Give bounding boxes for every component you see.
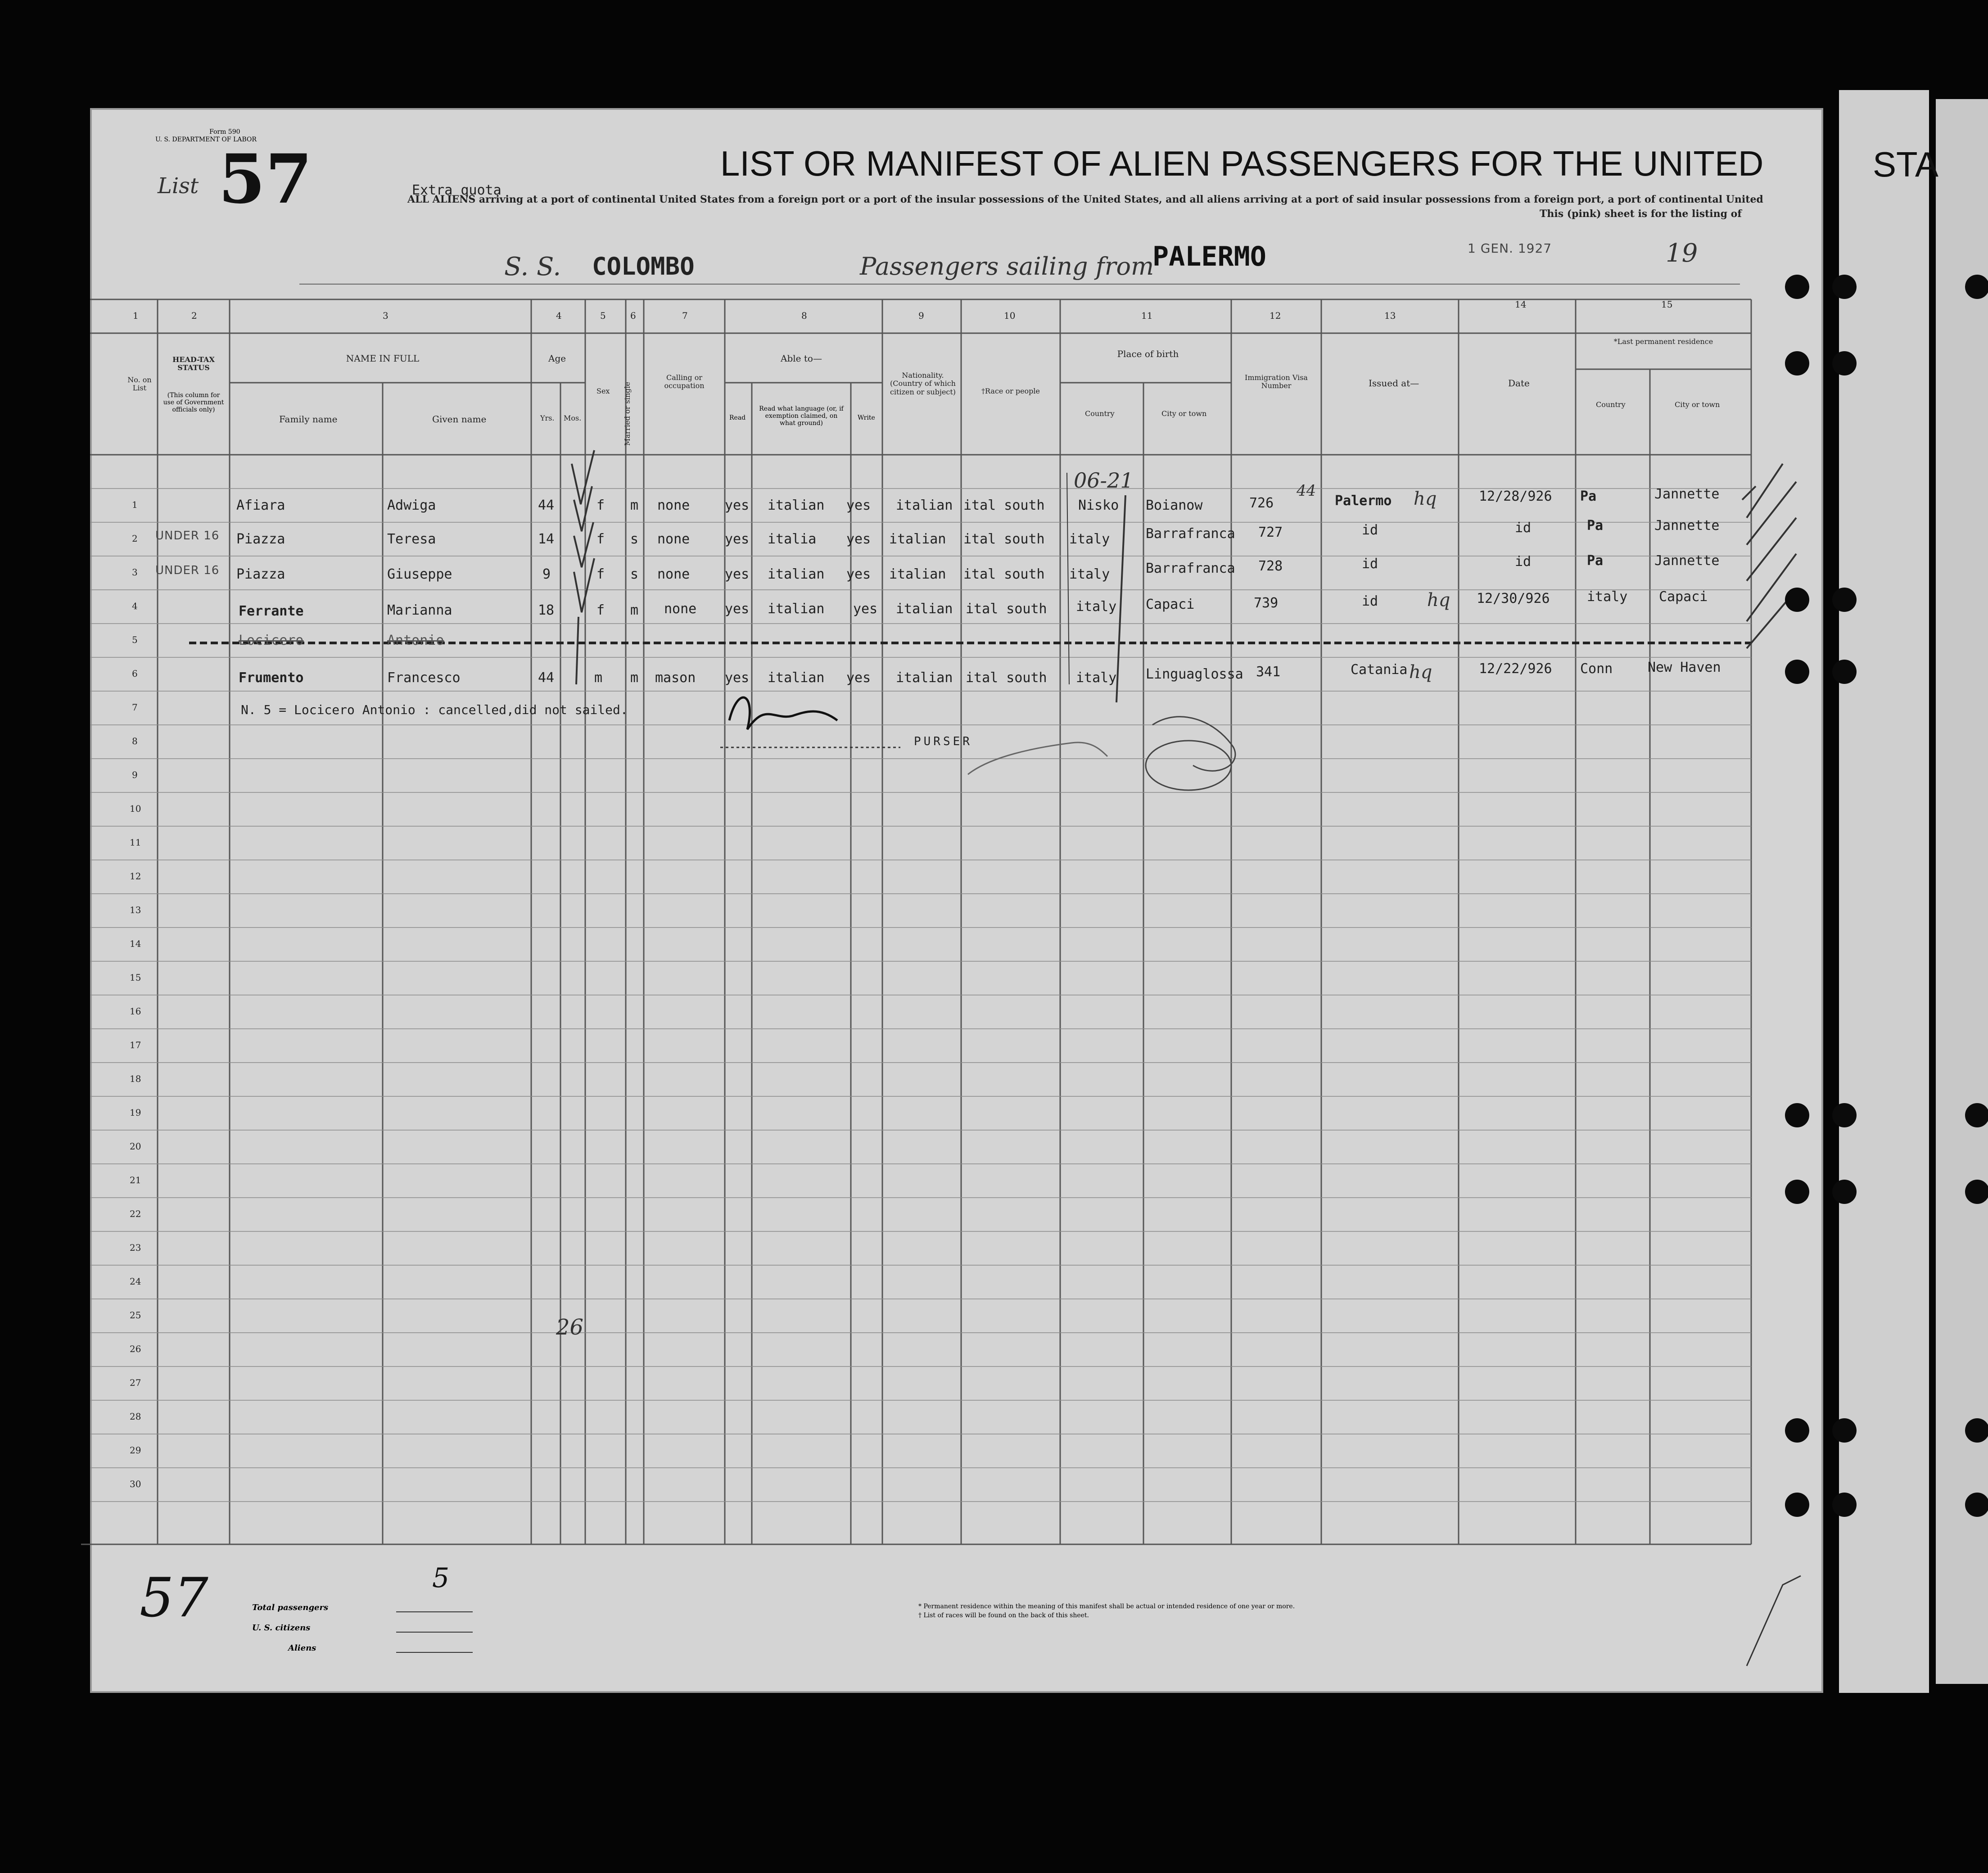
footnote-races: † List of races will be found on the back of this sheet. xyxy=(918,1612,1089,1619)
binder-hole xyxy=(1785,1418,1809,1443)
row3-tax-status: UNDER 16 xyxy=(155,564,220,577)
row2-sex: f xyxy=(596,531,605,547)
form-number: Form 590 xyxy=(209,128,240,136)
row2-issued: id xyxy=(1362,522,1378,538)
col-number-1: 1 xyxy=(133,310,139,321)
header-nationality: Nationality. (Country of which citizen or subject) xyxy=(890,371,956,396)
row-number: 16 xyxy=(130,1006,141,1017)
row4-visa: 739 xyxy=(1254,595,1279,611)
row-number: 3 xyxy=(132,567,138,578)
row2-write: yes xyxy=(846,531,871,547)
row3-nationality: italian xyxy=(889,566,946,582)
row-number: 1 xyxy=(132,499,138,510)
row1-birth-code: 06-21 xyxy=(1074,468,1134,493)
year-label: 19 xyxy=(1666,239,1698,268)
row3-occupation: none xyxy=(657,566,690,582)
port-name: PALERMO xyxy=(1152,241,1266,272)
ship-name: COLOMBO xyxy=(592,252,695,280)
col-number-11: 11 xyxy=(1141,310,1153,321)
header-able-to: Able to— xyxy=(781,353,822,364)
header-read: Read xyxy=(729,414,746,421)
col-number-2: 2 xyxy=(191,310,197,321)
row1-race: ital south xyxy=(963,498,1045,513)
binder-hole xyxy=(1832,588,1857,612)
row4-birth-country: italy xyxy=(1076,599,1117,615)
header-calling: Calling or occupation xyxy=(664,373,705,390)
row-number: 19 xyxy=(130,1107,141,1118)
row-number: 14 xyxy=(130,938,141,949)
binder-hole xyxy=(1832,1418,1857,1443)
header-res-city: City or town xyxy=(1675,400,1720,409)
row-number: 30 xyxy=(130,1479,141,1489)
row5-family: Locicero xyxy=(239,633,304,648)
manifest-subtitle: ALL ALIENS arriving at a port of continental United States from a foreign port or a port of the insular possessions of the United States, and all aliens arriving at a port of said insular possessions from a foreign port, a port of continental United xyxy=(407,194,1763,205)
row1-birth-city: Boianow xyxy=(1146,498,1203,513)
row6-issued: Catania xyxy=(1351,662,1408,678)
binder-hole xyxy=(1832,660,1857,684)
aliens-label: Aliens xyxy=(288,1643,316,1653)
row2-birth-country: italy xyxy=(1069,531,1110,547)
list-label: List xyxy=(158,173,199,199)
header-family-name: Family name xyxy=(279,414,338,425)
row1-married: m xyxy=(630,498,639,513)
row6-given: Francesco xyxy=(387,670,461,686)
row1-age: 44 xyxy=(538,498,555,513)
binder-hole xyxy=(1965,1418,1988,1443)
row2-res-city: Jannette xyxy=(1654,518,1720,534)
row6-race: ital south xyxy=(966,670,1047,686)
row-number: 18 xyxy=(130,1073,141,1084)
footnote-residence: * Permanent residence within the meaning of this manifest shall be actual or intended residence of one year or more. xyxy=(918,1603,1295,1610)
total-passengers-label: Total passengers xyxy=(252,1603,329,1612)
manifest-subtitle-2: This (pink) sheet is for the listing of xyxy=(1540,208,1742,220)
total-passengers-value: 5 xyxy=(432,1562,450,1594)
row4-issued: id xyxy=(1362,593,1378,609)
row2-family: Piazza xyxy=(236,531,285,547)
row-number: 5 xyxy=(132,634,138,645)
row2-race: ital south xyxy=(963,531,1045,547)
row6-visa: 341 xyxy=(1256,664,1281,680)
row6-date: 12/22/926 xyxy=(1479,661,1552,677)
row4-family: Ferrante xyxy=(239,603,304,619)
row3-date: id xyxy=(1515,554,1532,570)
row2-tax-status: UNDER 16 xyxy=(155,529,220,543)
row-number: 2 xyxy=(132,533,138,544)
row3-birth-country: italy xyxy=(1069,566,1110,582)
row6-family: Frumento xyxy=(239,670,304,686)
header-race: †Race or people xyxy=(981,387,1040,395)
row3-family: Piazza xyxy=(236,566,285,582)
row-number: 17 xyxy=(130,1040,141,1050)
header-visa-number: Immigration Visa Number xyxy=(1245,373,1308,390)
row2-date: id xyxy=(1515,520,1532,536)
row-number: 4 xyxy=(132,601,138,611)
binder-hole xyxy=(1832,275,1857,299)
row2-visa: 727 xyxy=(1258,525,1283,540)
row2-read: yes xyxy=(725,531,750,547)
row2-age: 14 xyxy=(538,531,555,547)
row2-birth-city: Barrafranca xyxy=(1146,526,1235,542)
row1-sex: f xyxy=(596,498,605,513)
col-number-10: 10 xyxy=(1004,310,1016,321)
row1-family: Afiara xyxy=(236,498,285,513)
row3-married: s xyxy=(630,566,639,582)
col-number-9: 9 xyxy=(918,310,924,321)
row4-language: italian xyxy=(768,601,825,617)
row6-res-city: New Haven xyxy=(1648,660,1721,675)
row6-age: 44 xyxy=(538,670,555,686)
extra-quota-label: Extra quota xyxy=(412,182,502,198)
inspector-stamp-scribble xyxy=(1146,741,1231,790)
header-given-name: Given name xyxy=(432,414,487,425)
row4-birth-city: Capaci xyxy=(1146,597,1195,612)
col-number-8: 8 xyxy=(801,310,807,321)
row1-visa-annotation: 44 xyxy=(1297,482,1316,500)
row1-write: yes xyxy=(846,498,871,513)
header-mos: Mos. xyxy=(564,414,582,422)
row1-language: italian xyxy=(768,498,825,513)
header-age: Age xyxy=(548,353,566,364)
row1-date: 12/28/926 xyxy=(1479,489,1552,504)
row6-res-country: Conn xyxy=(1580,661,1613,677)
header-last-residence: *Last permanent residence xyxy=(1613,337,1713,346)
row2-res-country: Pa xyxy=(1587,518,1604,534)
row3-sex: f xyxy=(596,566,605,582)
row3-given: Giuseppe xyxy=(387,566,452,582)
row6-birth-city: Linguaglossa xyxy=(1146,666,1243,682)
row4-given: Marianna xyxy=(387,602,452,618)
header-name-in-full: NAME IN FULL xyxy=(346,353,420,364)
row-number: 8 xyxy=(132,736,138,746)
row-number: 29 xyxy=(130,1445,141,1456)
col-number-15: 15 xyxy=(1661,299,1673,310)
binder-hole xyxy=(1965,1493,1988,1517)
row3-write: yes xyxy=(846,566,871,582)
row-number: 9 xyxy=(132,769,138,780)
row3-read: yes xyxy=(725,566,750,582)
row-number: 7 xyxy=(132,702,138,713)
row4-race: ital south xyxy=(966,601,1047,617)
row3-age: 9 xyxy=(542,566,551,582)
row1-read: yes xyxy=(725,498,750,513)
row1-occupation: none xyxy=(657,498,690,513)
row7-cancel-note: N. 5 = Locicero Antonio : cancelled,did not sailed. xyxy=(241,702,628,717)
binder-hole xyxy=(1785,351,1809,376)
row5-given: Antonio xyxy=(387,633,444,648)
row2-occupation: none xyxy=(657,531,690,547)
row4-occupation: none xyxy=(664,601,697,617)
binder-hole xyxy=(1832,1180,1857,1204)
row-number: 6 xyxy=(132,668,138,679)
row4-sex: f xyxy=(596,602,605,618)
department-label: U. S. DEPARTMENT OF LABOR xyxy=(155,136,257,143)
row6-sex: m xyxy=(594,670,603,686)
row4-read: yes xyxy=(725,601,750,617)
row6-hq-annotation: hq xyxy=(1409,662,1432,683)
row3-visa: 728 xyxy=(1258,558,1283,574)
row1-hq-annotation: hq xyxy=(1414,489,1437,509)
row1-birth-country: Nisko xyxy=(1078,498,1119,513)
row2-married: s xyxy=(630,531,639,547)
header-write: Write xyxy=(858,414,875,421)
row3-res-country: Pa xyxy=(1587,553,1604,569)
binder-hole xyxy=(1965,1180,1988,1204)
row4-age: 18 xyxy=(538,602,555,618)
header-date: Date xyxy=(1508,378,1530,389)
row-number: 15 xyxy=(130,972,141,983)
row-number: 25 xyxy=(130,1310,141,1321)
header-yrs: Yrs. xyxy=(540,414,555,422)
row4-hq-annotation: hq xyxy=(1427,590,1450,611)
row-number: 20 xyxy=(130,1141,141,1152)
row1-nationality: italian xyxy=(896,498,953,513)
binder-hole xyxy=(1785,1103,1809,1127)
us-citizens-label: U. S. citizens xyxy=(252,1623,311,1633)
row-number: 12 xyxy=(130,871,141,882)
row6-married: m xyxy=(630,670,639,686)
row4-res-country: italy xyxy=(1587,589,1628,605)
row4-write: yes xyxy=(853,601,878,617)
row2-language: italia xyxy=(768,531,817,547)
row-number: 27 xyxy=(130,1377,141,1388)
header-birth-country: Country xyxy=(1085,409,1115,418)
row6-birth-country: italy xyxy=(1076,670,1117,686)
col-number-12: 12 xyxy=(1270,310,1281,321)
col-number-3: 3 xyxy=(383,310,389,321)
row6-occupation: mason xyxy=(655,670,696,686)
binder-hole xyxy=(1832,1103,1857,1127)
binder-hole xyxy=(1965,275,1988,299)
header-head-tax: HEAD-TAX STATUS xyxy=(172,355,215,372)
ship-line xyxy=(299,284,1740,285)
header-no-on-list: No. on List xyxy=(127,376,152,393)
row-number: 26 xyxy=(130,1344,141,1354)
row1-res-city: Jannette xyxy=(1654,486,1720,502)
sailing-from-label: Passengers sailing from xyxy=(860,252,1154,280)
margin-list-number: 57 xyxy=(140,1567,208,1629)
col-number-14: 14 xyxy=(1515,299,1527,310)
row-number: 13 xyxy=(130,905,141,915)
row1-res-country: Pa xyxy=(1580,489,1597,504)
row-number: 28 xyxy=(130,1411,141,1422)
col-number-7: 7 xyxy=(682,310,688,321)
row-number: 22 xyxy=(130,1208,141,1219)
row-number: 23 xyxy=(130,1242,141,1253)
row4-date: 12/30/926 xyxy=(1477,591,1550,606)
row-number: 24 xyxy=(130,1276,141,1287)
manifest-title: LIST OR MANIFEST OF ALIEN PASSENGERS FOR THE UNITED xyxy=(720,144,1764,183)
header-res-country: Country xyxy=(1596,400,1626,409)
row2-given: Teresa xyxy=(387,531,436,547)
purser-label: PURSER xyxy=(914,735,972,748)
binder-hole xyxy=(1832,1493,1857,1517)
binder-hole xyxy=(1785,588,1809,612)
row3-race: ital south xyxy=(963,566,1045,582)
row-number: 11 xyxy=(130,837,141,848)
row1-visa: 726 xyxy=(1249,495,1274,511)
binder-hole xyxy=(1785,1180,1809,1204)
header-issued-at: Issued at— xyxy=(1369,378,1419,389)
row3-language: italian xyxy=(768,566,825,582)
row3-birth-city: Barrafranca xyxy=(1146,561,1235,576)
row1-issued: Palermo xyxy=(1335,493,1392,509)
row3-res-city: Jannette xyxy=(1654,553,1720,569)
row6-language: italian xyxy=(768,670,825,686)
binder-hole xyxy=(1832,351,1857,376)
row6-nationality: italian xyxy=(896,670,953,686)
col-number-4: 4 xyxy=(556,310,562,321)
header-birth-city: City or town xyxy=(1161,409,1207,418)
row-number: 10 xyxy=(130,803,141,814)
header-sex: Sex xyxy=(596,387,610,395)
row6-write: yes xyxy=(846,670,871,686)
header-read-language: Read what language (or, if exemption claimed, on what ground) xyxy=(759,405,844,427)
row1-given: Adwiga xyxy=(387,498,436,513)
row3-issued: id xyxy=(1362,556,1378,572)
manifest-title-continued: STA xyxy=(1873,145,1938,184)
row-number: 21 xyxy=(130,1175,141,1185)
header-married: Married or single xyxy=(623,382,632,446)
date-stamp: 1 GEN. 1927 xyxy=(1468,241,1552,256)
binder-hole xyxy=(1785,660,1809,684)
row6-read: yes xyxy=(725,670,750,686)
col-number-6: 6 xyxy=(630,310,636,321)
header-place-of-birth: Place of birth xyxy=(1117,348,1179,359)
binder-hole xyxy=(1965,1103,1988,1127)
col-number-13: 13 xyxy=(1384,310,1396,321)
row4-res-city: Capaci xyxy=(1659,589,1708,605)
binder-hole xyxy=(1785,1493,1809,1517)
binder-hole xyxy=(1785,275,1809,299)
col-number-5: 5 xyxy=(600,310,606,321)
ss-label: S. S. xyxy=(504,252,561,281)
row2-nationality: italian xyxy=(889,531,946,547)
row4-married: m xyxy=(630,602,639,618)
list-number: 57 xyxy=(218,140,312,219)
row4-nationality: italian xyxy=(896,601,953,617)
age-column-total-annotation: 26 xyxy=(556,1315,584,1340)
header-head-tax-note: (This column for use of Government officials only) xyxy=(163,392,224,413)
